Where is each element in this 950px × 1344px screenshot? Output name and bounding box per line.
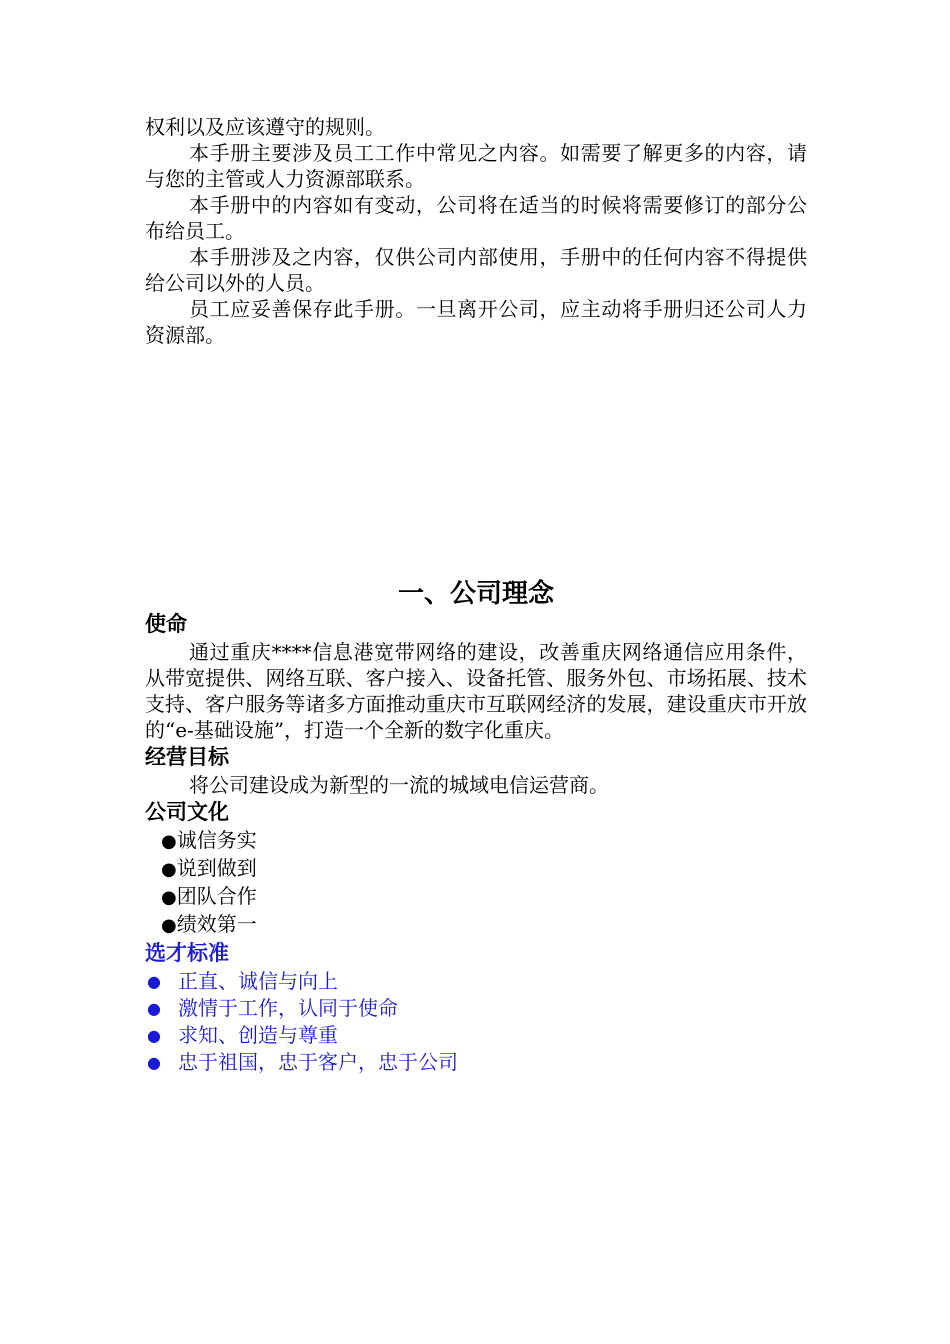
bullet-icon: ●: [147, 972, 161, 991]
goal-heading: 经营目标: [145, 745, 229, 769]
mission-text: 通过重庆****信息港宽带网络的建设，改善重庆网络通信应用条件，从带宽提供、网络互联、客户接入、设备托管、服务外包、市场拓展、技术支持、客户服务等诸多方面推动重庆市互联网经济的发展，建设重庆市开放的“e-基础设施”，打造一个全新的数字化重庆。: [145, 640, 807, 742]
bullet-icon: ●: [161, 887, 177, 908]
bullet-icon: ●: [147, 1053, 161, 1072]
talent-item: [145, 1022, 807, 1049]
culture-item-label: 绩效第一: [176, 912, 257, 936]
section-title: 一、公司理念: [397, 579, 554, 609]
talent-item: [145, 1049, 807, 1076]
intro-text: [145, 114, 807, 348]
culture-heading: 公司文化: [145, 800, 229, 824]
bullet-icon: ●: [161, 831, 177, 852]
talent-item-label: 求知、创造与尊重: [178, 1023, 338, 1047]
goal-text: 将公司建设成为新型的一流的城域电信运营商。: [189, 773, 609, 797]
bullet-icon: ●: [147, 1026, 161, 1045]
philosophy-body: [145, 610, 807, 1076]
mission-heading: 使命: [145, 612, 187, 636]
intro-paragraph-5: 员工应妥善保存此手册。一旦离开公司，应主动将手册归还公司人力资源部。: [145, 297, 807, 347]
intro-paragraph-2: 本手册主要涉及员工工作中常见之内容。如需要了解更多的内容，请与您的主管或人力资源部联系。: [145, 141, 807, 191]
talent-item-label: 忠于祖国，忠于客户，忠于公司: [178, 1050, 458, 1074]
culture-item-label: 诚信务实: [176, 828, 257, 852]
talent-item-label: 激情于工作，认同于使命: [178, 996, 398, 1020]
culture-item-label: 团队合作: [176, 884, 257, 908]
intro-paragraph-1: 权利以及应该遵守的规则。: [145, 115, 385, 139]
talent-item-label: 正直、诚信与向上: [178, 969, 338, 993]
talent-item: [145, 995, 807, 1022]
culture-item: [145, 911, 807, 939]
talent-list: [145, 968, 807, 1076]
talent-item: [145, 968, 807, 995]
culture-item: [145, 827, 807, 855]
culture-item-label: 说到做到: [176, 856, 257, 880]
intro-paragraph-4: 本手册涉及之内容，仅供公司内部使用，手册中的任何内容不得提供给公司以外的人员。: [145, 245, 807, 295]
culture-item: [145, 883, 807, 911]
intro-paragraph-3: 本手册中的内容如有变动，公司将在适当的时候将需要修订的部分公布给员工。: [145, 193, 807, 243]
bullet-icon: ●: [161, 915, 177, 936]
culture-list: [145, 827, 807, 939]
bullet-icon: ●: [147, 999, 161, 1018]
talent-heading: 选才标准: [145, 941, 229, 965]
culture-item: [145, 855, 807, 883]
bullet-icon: ●: [161, 859, 177, 880]
